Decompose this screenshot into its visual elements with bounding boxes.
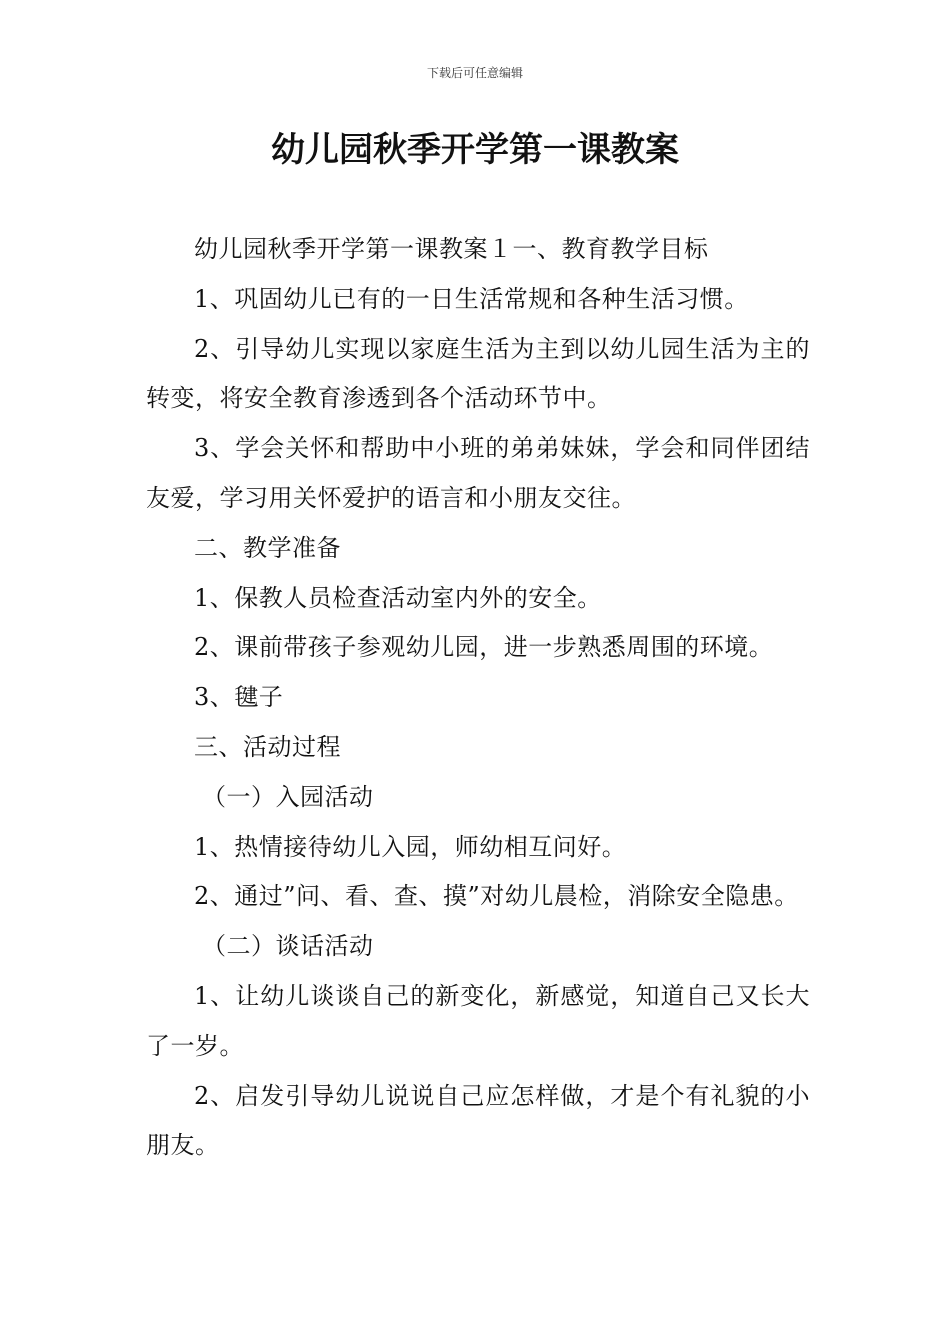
subsection-heading-talk: （二）谈话活动 (202, 932, 374, 961)
section-heading-process: 三、活动过程 (194, 732, 341, 761)
paragraph-goal-3: 3、学会关怀和帮助中小班的弟弟妹妹，学会和同伴团结友爱，学习用关怀爱护的语言和小朋友交往。 (146, 434, 810, 512)
paragraph-talk-2: 2、启发引导幼儿说说自己应怎样做，才是个有礼貌的小朋友。 (146, 1081, 810, 1160)
paragraph-talk-1: 1、让幼儿谈谈自己的新变化，新感觉，知道自己又长大了一岁。 (146, 981, 810, 1060)
document-body (146, 225, 810, 1171)
paragraph-arrival-2: 2、通过”问、看、查、摸”对幼儿晨检，消除安全隐患。 (194, 882, 799, 911)
section-heading-preparation: 二、教学准备 (194, 533, 341, 562)
document-title: 幼儿园秋季开学第一课教案 (271, 130, 679, 170)
paragraph-goal-2: 2、引导幼儿实现以家庭生活为主到以幼儿园生活为主的转变，将安全教育渗透到各个活动环节中。 (146, 334, 810, 413)
header-note: 下载后可任意编辑 (426, 66, 523, 80)
paragraph-prep-3: 3、毽子 (194, 683, 284, 712)
paragraph-prep-1: 1、保教人员检查活动室内外的安全。 (194, 583, 602, 612)
paragraph-goal-1: 1、巩固幼儿已有的一日生活常规和各种生活习惯。 (194, 284, 749, 313)
paragraph-intro-goals: 幼儿园秋季开学第一课教案１一、教育教学目标 (194, 235, 709, 263)
subsection-heading-arrival: （一）入园活动 (202, 782, 374, 811)
paragraph-prep-2: 2、课前带孩子参观幼儿园，进一步熟悉周围的环境。 (194, 633, 774, 662)
paragraph-arrival-1: 1、热情接待幼儿入园，师幼相互问好。 (194, 832, 627, 861)
